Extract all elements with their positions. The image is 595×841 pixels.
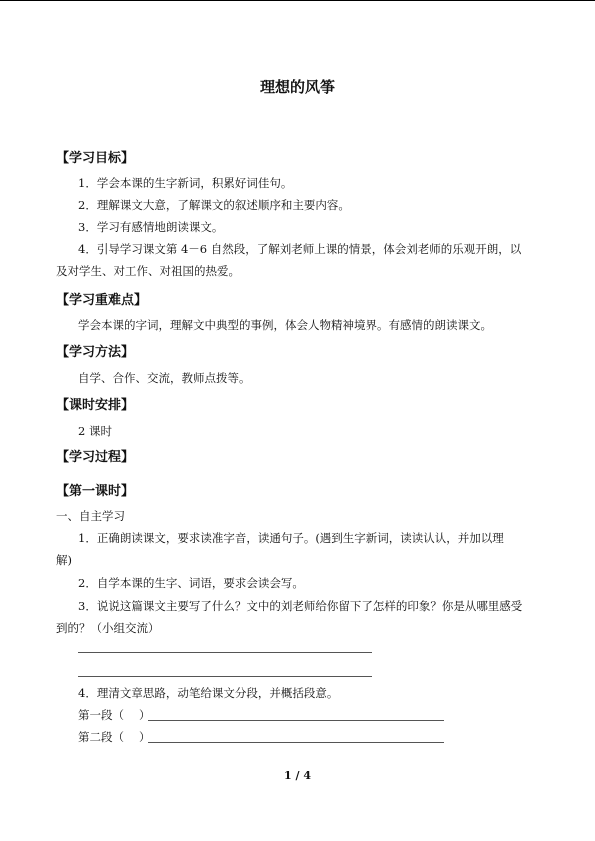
list-item: 3．说说这篇课文主要写了什么？文中的刘老师给你留下了怎样的印象？你是从哪里感受 (78, 599, 523, 613)
list-item-continued: 到的？（小组交流） (56, 621, 160, 635)
heading-process: 【学习过程】 (56, 450, 135, 465)
heading-goals: 【学习目标】 (56, 151, 135, 166)
answer-blank-line[interactable] (78, 676, 372, 677)
list-item: 2．自学本课的生字、词语，要求会读会写。 (78, 576, 304, 590)
segment-answer-line[interactable] (148, 720, 444, 721)
key-points-text: 学会本课的字词，理解文中典型的事例，体会人物精神境界。有感情的朗读课文。 (78, 318, 492, 332)
section-title: 一、自主学习 (56, 509, 125, 523)
list-item-continued: 解) (56, 553, 72, 567)
heading-key-points: 【学习重难点】 (56, 293, 148, 308)
answer-blank-line[interactable] (78, 652, 372, 653)
heading-lesson-1: 【第一课时】 (56, 484, 135, 499)
segment-paren-close: ） (139, 730, 151, 744)
goal-item: 1．学会本课的生字新词，积累好词佳句。 (78, 176, 293, 190)
heading-schedule: 【课时安排】 (56, 398, 135, 413)
document-title: 理想的风筝 (259, 78, 335, 96)
segment-paren-close: ） (139, 708, 151, 722)
segment-answer-line[interactable] (148, 742, 444, 743)
goal-item: 2．理解课文大意，了解课文的叙述顺序和主要内容。 (78, 198, 350, 212)
goal-item: 3．学习有感情地朗读课文。 (78, 220, 224, 234)
goal-item: 4．引导学习课文第 4－6 自然段，了解刘老师上课的情景，体会刘老师的乐观开朗，以 (78, 242, 522, 256)
list-item: 4．理清文章思路，动笔给课文分段，并概括段意。 (78, 686, 339, 700)
list-item: 1．正确朗读课文，要求读准字音，读通句子。(遇到生字新词，读读认认，并加以理 (78, 531, 504, 545)
goal-item-continued: 及对学生、对工作、对祖国的热爱。 (56, 264, 240, 278)
segment-label: 第二段（ (78, 730, 124, 744)
methods-text: 自学、合作、交流，教师点拨等。 (78, 371, 251, 385)
header-rule (0, 0, 595, 1)
page-number: 1 / 4 (284, 769, 311, 782)
segment-label: 第一段（ (78, 708, 124, 722)
schedule-text: 2 课时 (78, 424, 112, 438)
heading-methods: 【学习方法】 (56, 345, 135, 360)
